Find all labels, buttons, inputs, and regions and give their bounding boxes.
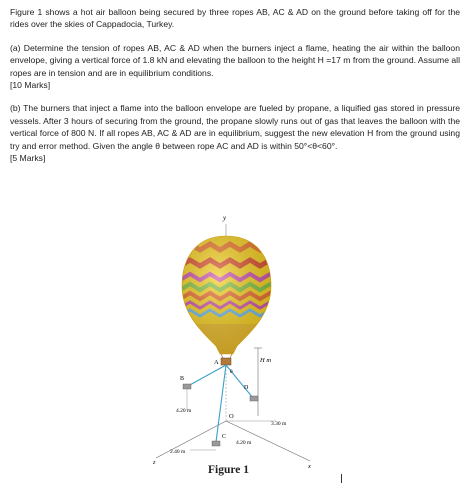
- part-b-paragraph: (b) The burners that inject a flame into the balloon envelope are fueled by propane, a liquified gas stored in pressure vessels. After 3 hours of securing from the ground, the propane slowly runs out of gas that leaves the balloon with the vertical force of 800 N. If all ropes AB, AC & AD are in equilibrium, suggest the new elevation H from the ground using try and error method. Given the angle θ between rope AC and AD is within 50°<θ<60°.: [10, 103, 460, 151]
- basket: [221, 358, 231, 365]
- dim-left-label: 4.20 m: [176, 408, 192, 414]
- point-b-label: B: [180, 376, 185, 382]
- height-label: H m: [260, 357, 272, 364]
- figure-caption: Figure 1: [208, 464, 249, 476]
- origin-label: O: [229, 413, 234, 420]
- balloon-figure: [150, 206, 320, 484]
- question-document: [10, 6, 460, 164]
- anchor-d: [250, 396, 258, 401]
- anchor-b: [183, 384, 191, 389]
- point-d-label: D: [244, 385, 249, 391]
- part-a-paragraph: (a) Determine the tension of ropes AB, AC & AD when the burners inject a flame, heating the air within the balloon envelope, giving a vertical force of 1.8 kN and elevating the balloon to the height H =17 m from the ground. Assume all ropes are in tension and are in equilibrium conditions.: [10, 42, 460, 78]
- dim-bottom-label: 4.20 m: [236, 440, 252, 446]
- part-a-marks: [10 Marks]: [10, 80, 51, 91]
- rope-ac: [216, 365, 226, 442]
- dim-240-label: 2.40 m: [170, 449, 186, 455]
- point-c-label: C: [222, 434, 227, 440]
- rope-ab: [188, 365, 226, 386]
- z-axis-label: z: [153, 459, 156, 466]
- point-a-label: A: [214, 359, 219, 366]
- x-axis-label: x: [308, 463, 311, 470]
- anchor-c: [212, 441, 220, 446]
- y-axis-label: y: [223, 214, 227, 222]
- theta-label: θ: [230, 369, 233, 375]
- z-axis: [156, 421, 226, 458]
- balloon-envelope: [180, 234, 275, 359]
- part-b-marks: [5 Marks]: [10, 153, 46, 164]
- dim-right-label: 3.30 m: [271, 421, 287, 427]
- intro-paragraph: Figure 1 shows a hot air balloon being secured by three ropes AB, AC & AD on the ground before taking off for the rides over the skies of Cappadocia, Turkey.: [10, 7, 460, 30]
- text-cursor: [341, 474, 342, 483]
